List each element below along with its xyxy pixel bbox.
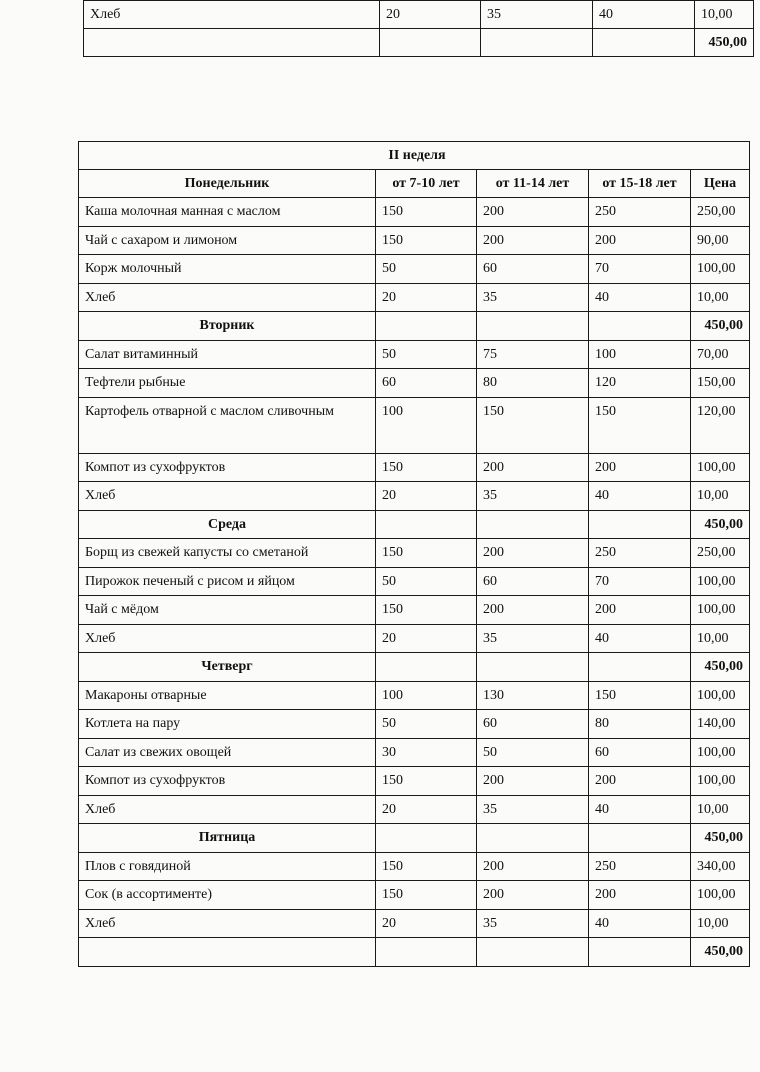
- portion-7-10-cell: 100: [376, 397, 477, 453]
- table-row: [79, 909, 750, 938]
- portion-11-14-cell: 75: [477, 340, 589, 369]
- day-header-row: [79, 824, 750, 853]
- portion-15-18-cell: 150: [589, 397, 691, 453]
- portion-15-18-cell: 250: [589, 198, 691, 227]
- portion-15-18-cell: 250: [589, 852, 691, 881]
- price-cell: 450,00: [691, 312, 750, 341]
- portion-7-10-cell: 20: [376, 795, 477, 824]
- portion-15-18-cell: 150: [589, 681, 691, 710]
- table-row: [79, 340, 750, 369]
- portion-11-14-cell: 200: [477, 852, 589, 881]
- portion-15-18-cell: 40: [589, 482, 691, 511]
- portion-15-18-cell: [589, 938, 691, 967]
- table-row: [84, 1, 754, 29]
- portion-15-18-cell: 200: [589, 453, 691, 482]
- portion-15-18-cell: 250: [589, 539, 691, 568]
- price-cell: 100,00: [691, 738, 750, 767]
- portion-11-14-cell: 60: [477, 710, 589, 739]
- portion-11-14-cell: 200: [477, 539, 589, 568]
- table-row: [79, 482, 750, 511]
- portion-15-18-cell: 120: [589, 369, 691, 398]
- dish-name-cell: Котлета на пару: [79, 710, 376, 739]
- header-age-7-10: от 7-10 лет: [376, 170, 477, 198]
- portion-11-14-cell: [477, 938, 589, 967]
- dish-name-cell: Компот из сухофруктов: [79, 453, 376, 482]
- table-row: [79, 226, 750, 255]
- table-row: [79, 738, 750, 767]
- price-cell: 150,00: [691, 369, 750, 398]
- price-cell: 10,00: [691, 795, 750, 824]
- dish-name-cell: Каша молочная манная с маслом: [79, 198, 376, 227]
- portion-15-18-cell: 200: [589, 881, 691, 910]
- portion-11-14-cell: 35: [477, 482, 589, 511]
- price-cell: 450,00: [691, 938, 750, 967]
- price-cell: 10,00: [691, 909, 750, 938]
- price-cell: 450,00: [695, 29, 754, 57]
- portion-7-10-cell: 150: [376, 453, 477, 482]
- portion-11-14-cell: 150: [477, 397, 589, 453]
- dish-name-cell: Борщ из свежей капусты со сметаной: [79, 539, 376, 568]
- price-cell: 10,00: [691, 624, 750, 653]
- dish-name-cell: Картофель отварной с маслом сливочным: [79, 397, 376, 453]
- portion-11-14-cell: 200: [477, 881, 589, 910]
- column-header-row: [79, 170, 750, 198]
- day-header-row: [79, 510, 750, 539]
- price-cell: 100,00: [691, 681, 750, 710]
- portion-7-10-cell: [376, 938, 477, 967]
- dish-name-cell: Корж молочный: [79, 255, 376, 284]
- portion-11-14-cell: 35: [477, 795, 589, 824]
- total-row: [84, 29, 754, 57]
- price-cell: 90,00: [691, 226, 750, 255]
- portion-11-14-cell: 35: [481, 1, 593, 29]
- portion-7-10-cell: 150: [376, 198, 477, 227]
- header-monday: Понедельник: [79, 170, 376, 198]
- table-row: [79, 596, 750, 625]
- portion-11-14-cell: 35: [477, 624, 589, 653]
- dish-name-cell: Хлеб: [79, 624, 376, 653]
- price-cell: 100,00: [691, 767, 750, 796]
- header-price: Цена: [691, 170, 750, 198]
- portion-15-18-cell: 100: [589, 340, 691, 369]
- portion-11-14-cell: 35: [477, 283, 589, 312]
- dish-name-cell: [84, 29, 380, 57]
- dish-name-cell: Тефтели рыбные: [79, 369, 376, 398]
- portion-15-18-cell: [589, 653, 691, 682]
- portion-15-18-cell: 200: [589, 226, 691, 255]
- portion-7-10-cell: 20: [376, 482, 477, 511]
- portion-7-10-cell: 150: [376, 596, 477, 625]
- table-row: [79, 453, 750, 482]
- dish-name-cell: Хлеб: [79, 283, 376, 312]
- price-cell: 340,00: [691, 852, 750, 881]
- portion-11-14-cell: 200: [477, 453, 589, 482]
- portion-7-10-cell: 150: [376, 226, 477, 255]
- dish-name-cell: Чай с мёдом: [79, 596, 376, 625]
- portion-11-14-cell: 60: [477, 567, 589, 596]
- portion-15-18-cell: 40: [589, 283, 691, 312]
- portion-15-18-cell: 70: [589, 567, 691, 596]
- week-2-menu-table: [78, 141, 750, 967]
- portion-7-10-cell: 100: [376, 681, 477, 710]
- portion-11-14-cell: [477, 510, 589, 539]
- price-cell: 140,00: [691, 710, 750, 739]
- portion-7-10-cell: 50: [376, 710, 477, 739]
- price-cell: 10,00: [691, 482, 750, 511]
- price-cell: 10,00: [695, 1, 754, 29]
- portion-15-18-cell: [593, 29, 695, 57]
- portion-7-10-cell: 30: [376, 738, 477, 767]
- table-row: [79, 681, 750, 710]
- price-cell: 250,00: [691, 198, 750, 227]
- portion-7-10-cell: 50: [376, 340, 477, 369]
- portion-15-18-cell: [589, 312, 691, 341]
- portion-7-10-cell: [376, 510, 477, 539]
- portion-7-10-cell: [376, 824, 477, 853]
- price-cell: 100,00: [691, 567, 750, 596]
- dish-name-cell: Чай с сахаром и лимоном: [79, 226, 376, 255]
- table-row: [79, 283, 750, 312]
- price-cell: 450,00: [691, 824, 750, 853]
- portion-15-18-cell: [589, 824, 691, 853]
- table-row: [79, 624, 750, 653]
- day-name-cell: Среда: [79, 510, 376, 539]
- portion-11-14-cell: 200: [477, 226, 589, 255]
- day-name-cell: Вторник: [79, 312, 376, 341]
- dish-name-cell: Салат витаминный: [79, 340, 376, 369]
- portion-11-14-cell: [477, 653, 589, 682]
- portion-7-10-cell: 20: [376, 283, 477, 312]
- table-row: [79, 567, 750, 596]
- portion-7-10-cell: 20: [376, 624, 477, 653]
- table-row: [79, 795, 750, 824]
- price-cell: 10,00: [691, 283, 750, 312]
- dish-name-cell: Хлеб: [79, 482, 376, 511]
- price-cell: 450,00: [691, 510, 750, 539]
- table-row: [79, 881, 750, 910]
- price-cell: 450,00: [691, 653, 750, 682]
- portion-11-14-cell: 50: [477, 738, 589, 767]
- portion-15-18-cell: 40: [589, 624, 691, 653]
- dish-name-cell: Хлеб: [84, 1, 380, 29]
- day-header-row: [79, 653, 750, 682]
- portion-7-10-cell: 150: [376, 852, 477, 881]
- portion-7-10-cell: [376, 312, 477, 341]
- week-title: II неделя: [79, 142, 750, 170]
- price-cell: 100,00: [691, 255, 750, 284]
- header-age-11-14: от 11-14 лет: [477, 170, 589, 198]
- dish-name-cell: Компот из сухофруктов: [79, 767, 376, 796]
- portion-11-14-cell: 200: [477, 596, 589, 625]
- portion-15-18-cell: 80: [589, 710, 691, 739]
- table-row: [79, 539, 750, 568]
- portion-15-18-cell: 200: [589, 596, 691, 625]
- portion-15-18-cell: 200: [589, 767, 691, 796]
- portion-7-10-cell: [380, 29, 481, 57]
- price-cell: 120,00: [691, 397, 750, 453]
- day-name-cell: Пятница: [79, 824, 376, 853]
- week-title-row: [79, 142, 750, 170]
- portion-11-14-cell: [477, 312, 589, 341]
- portion-11-14-cell: [477, 824, 589, 853]
- dish-name-cell: Пирожок печеный с рисом и яйцом: [79, 567, 376, 596]
- portion-11-14-cell: 130: [477, 681, 589, 710]
- table-row: [79, 397, 750, 453]
- price-cell: 250,00: [691, 539, 750, 568]
- dish-name-cell: Сок (в ассортименте): [79, 881, 376, 910]
- portion-15-18-cell: 70: [589, 255, 691, 284]
- previous-week-table-fragment: [83, 0, 754, 57]
- table-row: [79, 198, 750, 227]
- portion-7-10-cell: 150: [376, 539, 477, 568]
- portion-11-14-cell: 60: [477, 255, 589, 284]
- dish-name-cell: Хлеб: [79, 795, 376, 824]
- portion-7-10-cell: 150: [376, 881, 477, 910]
- portion-11-14-cell: 35: [477, 909, 589, 938]
- portion-11-14-cell: 200: [477, 198, 589, 227]
- portion-15-18-cell: [589, 510, 691, 539]
- portion-11-14-cell: 200: [477, 767, 589, 796]
- table-row: [79, 710, 750, 739]
- portion-7-10-cell: 50: [376, 567, 477, 596]
- table-row: [79, 369, 750, 398]
- dish-name-cell: Плов с говядиной: [79, 852, 376, 881]
- price-cell: 100,00: [691, 596, 750, 625]
- table-row: [79, 255, 750, 284]
- day-header-row: [79, 312, 750, 341]
- table-row: [79, 767, 750, 796]
- portion-15-18-cell: 60: [589, 738, 691, 767]
- dish-name-cell: [79, 938, 376, 967]
- portion-11-14-cell: 80: [477, 369, 589, 398]
- price-cell: 100,00: [691, 453, 750, 482]
- portion-7-10-cell: 20: [380, 1, 481, 29]
- header-age-15-18: от 15-18 лет: [589, 170, 691, 198]
- portion-7-10-cell: 150: [376, 767, 477, 796]
- portion-7-10-cell: 20: [376, 909, 477, 938]
- price-cell: 100,00: [691, 881, 750, 910]
- day-name-cell: Четверг: [79, 653, 376, 682]
- portion-11-14-cell: [481, 29, 593, 57]
- dish-name-cell: Хлеб: [79, 909, 376, 938]
- portion-15-18-cell: 40: [589, 795, 691, 824]
- portion-15-18-cell: 40: [589, 909, 691, 938]
- portion-15-18-cell: 40: [593, 1, 695, 29]
- portion-7-10-cell: 50: [376, 255, 477, 284]
- dish-name-cell: Салат из свежих овощей: [79, 738, 376, 767]
- price-cell: 70,00: [691, 340, 750, 369]
- table-row: [79, 852, 750, 881]
- portion-7-10-cell: 60: [376, 369, 477, 398]
- total-row: [79, 938, 750, 967]
- dish-name-cell: Макароны отварные: [79, 681, 376, 710]
- portion-7-10-cell: [376, 653, 477, 682]
